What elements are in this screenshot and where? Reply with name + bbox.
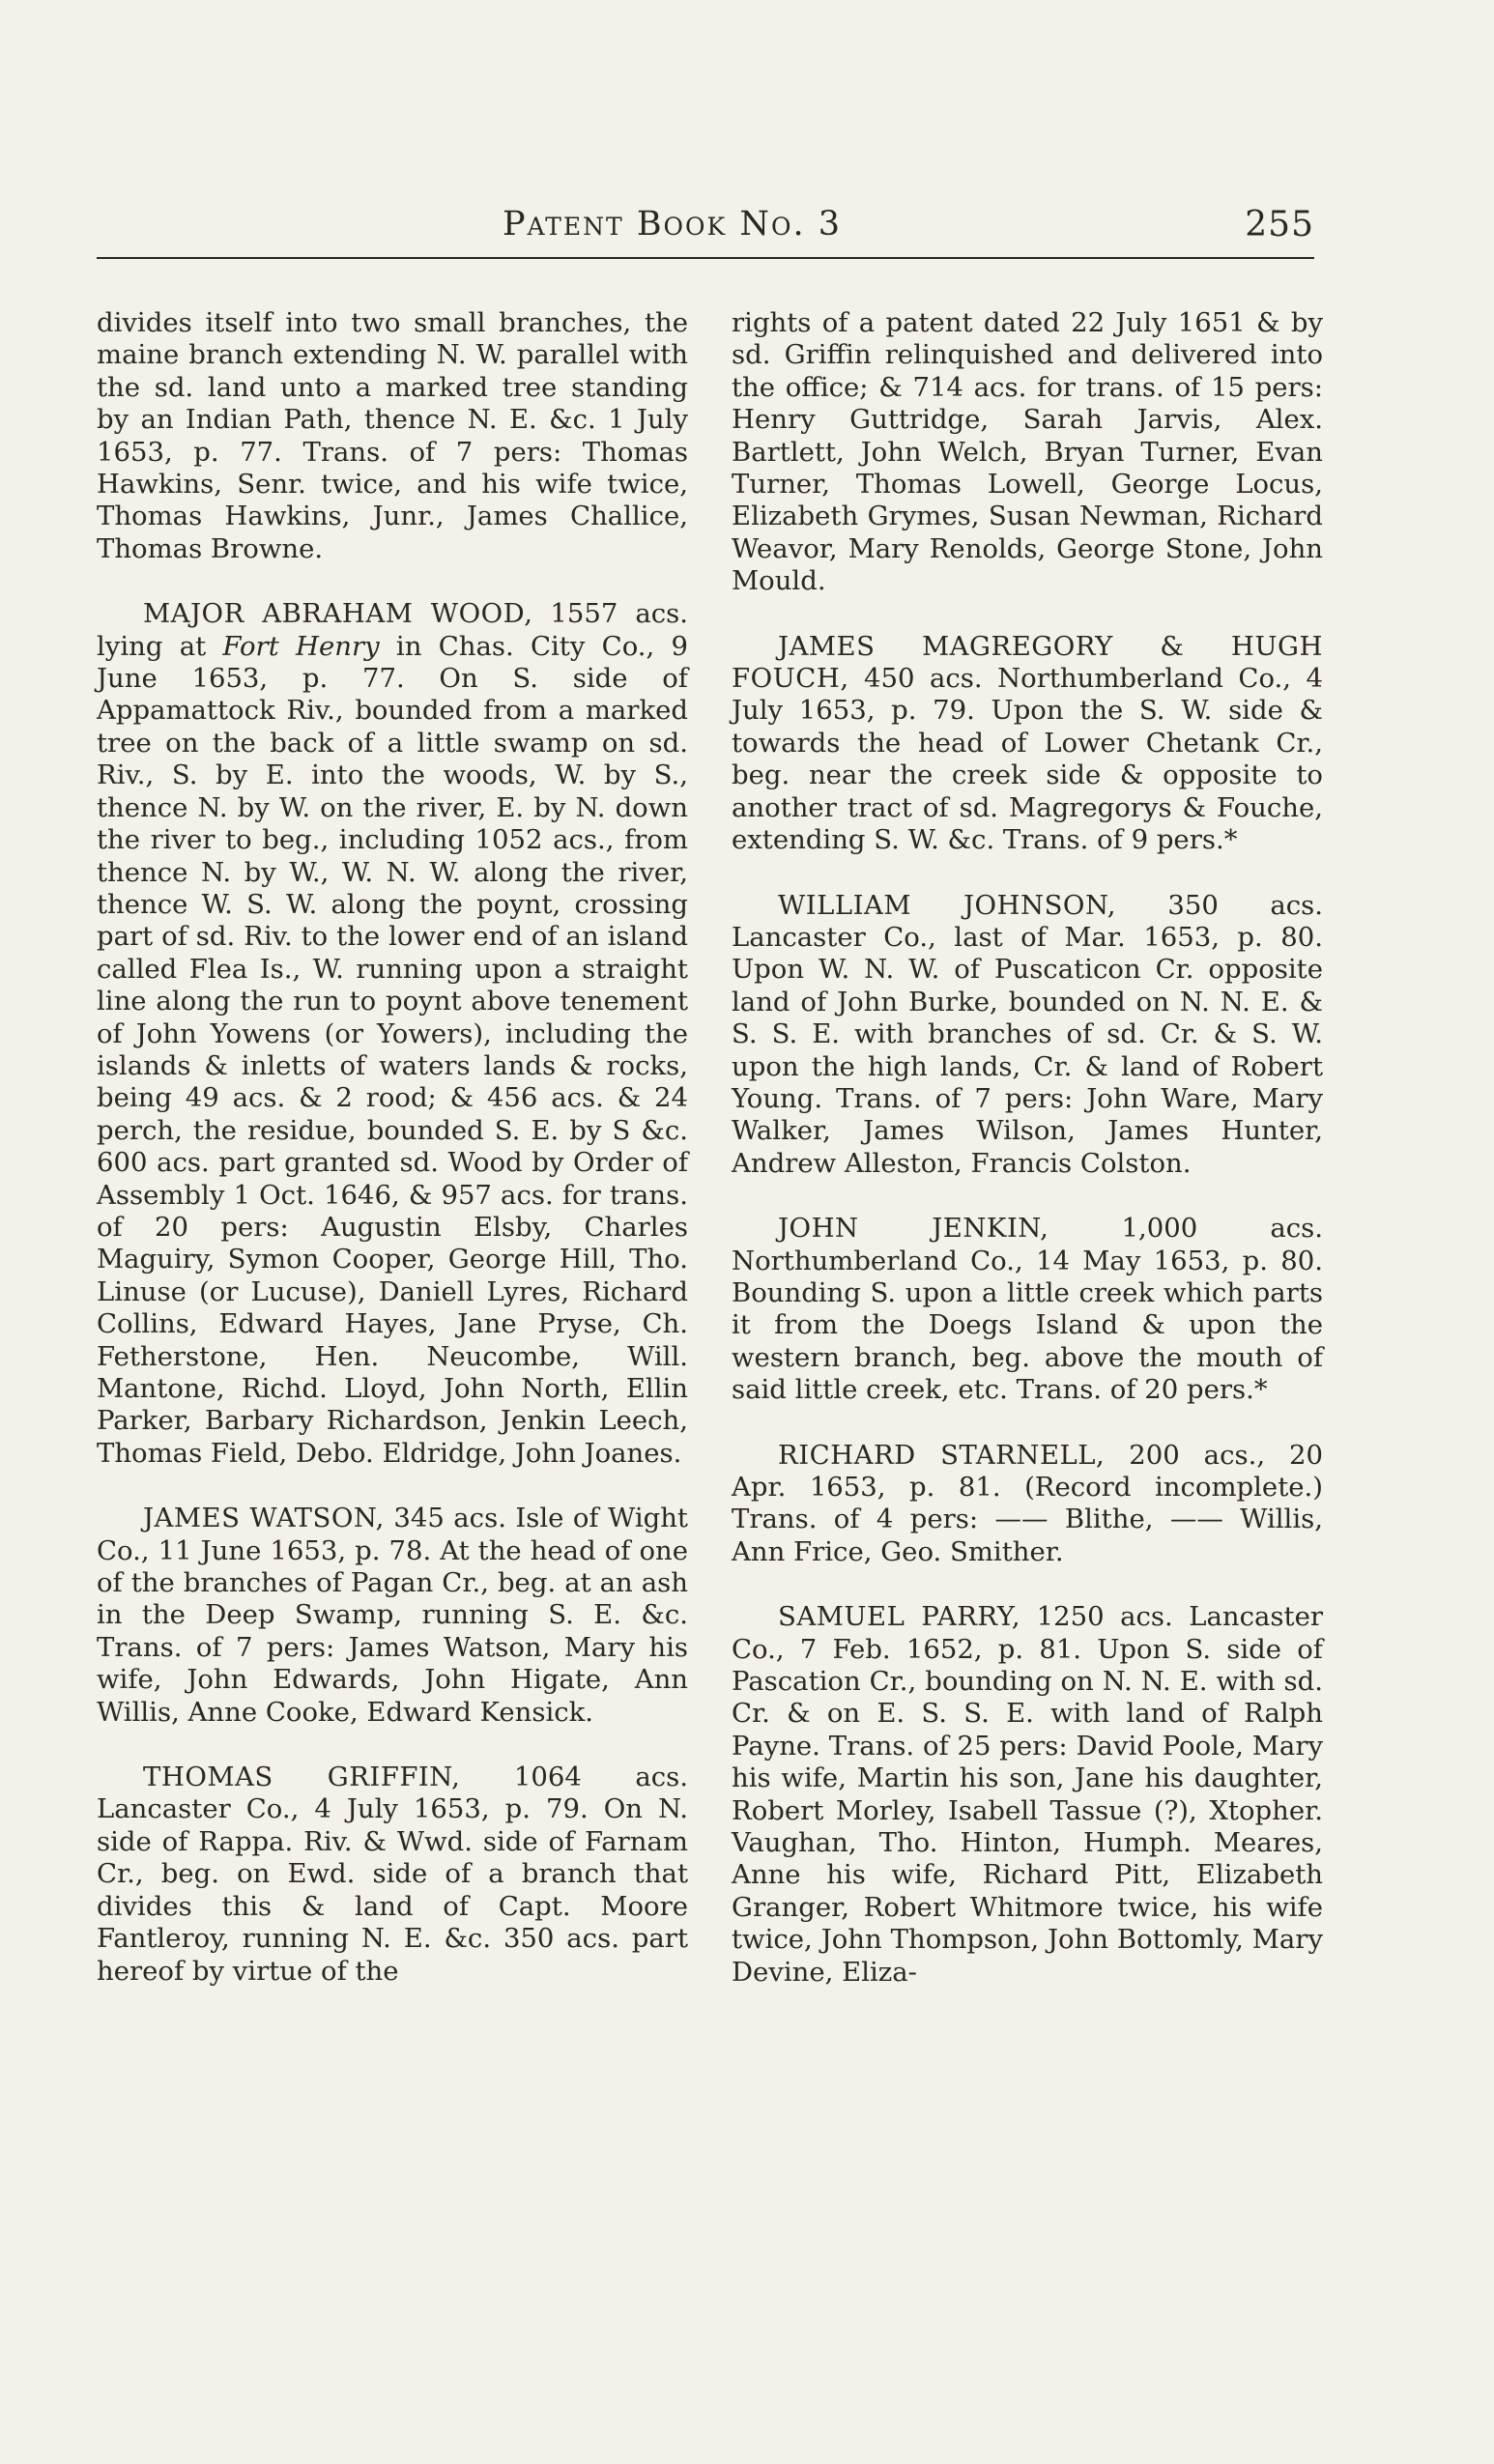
entry-name: THOMAS GRIFFIN, (143, 1762, 461, 1793)
entry-text: 200 acs., 20 Apr. 1653, p. 81. (Record incomplete.) Trans. of 4 pers: —— Blithe, —— Willis, Ann Frice, Geo. Smither. (732, 1439, 1323, 1567)
left-column (97, 307, 688, 2020)
entry-continuation (97, 307, 688, 565)
entry-samuel-parry (732, 1601, 1323, 1989)
entry-text: 450 acs. Northumberland Co., 4 July 1653, p. 79. Upon the S. W. side & towards the head of Lower Chetank Cr., beg. near the creek side & opposite to another tract of sd. Magregorys & Fouche, extending S. W. &c. Trans. of 9 pers.* (732, 663, 1323, 856)
header-rule (97, 257, 1314, 259)
entry-name: SAMUEL PARRY, (778, 1601, 1021, 1633)
entry-text: in Chas. City Co., 9 June 1653, p. 77. On S. side of Appamattock Riv., bounded from a marked tree on the back of a little swamp on sd. Riv., S. by E. into the woods, W. by S., thence N. by W. on the river, E. by N. down the river to beg., including 1052 acs., from thence N. by W., W. N. W. along the river, thence W. S. W. along the poynt, crossing part of sd. Riv. to the lower end of an island called Flea Is., W. running upon a straight line along the run to poynt above tenement of John Yowens (or Yowers), including the islands & inletts of waters lands & rocks, being 49 acs. & 2 rood; & 456 acs. & 24 perch, the residue, bounded S. E. by S &c. 600 acs. part granted sd. Wood by Order of Assembly 1 Oct. 1646, & 957 acs. for trans. of 20 pers: Augustin Elsby, Charles Maguiry, Symon Cooper, George Hill, Tho. Linuse (or Lucuse), Daniell Lyres, Richard Collins, Edward Hayes, Jane Pryse, Ch. Fetherstone, Hen. Neucombe, Will. Mantone, Richd. Lloyd, John North, Ellin Parker, Barbary Richardson, Jenkin Leech, Thomas Field, Debo. Eldridge, John Joanes. (97, 630, 689, 1469)
entry-john-jenkin (732, 1213, 1323, 1406)
right-column (732, 307, 1323, 2021)
entry-abraham-wood (97, 598, 688, 1470)
entry-james-watson (97, 1503, 688, 1729)
entry-name: JOHN JENKIN, (778, 1213, 1049, 1245)
entry-name: MAJOR ABRAHAM WOOD, (143, 598, 533, 630)
entry-text: 350 acs. Lancaster Co., last of Mar. 1653, p. 80. Upon W. N. W. of Puscaticon Cr. opposite land of John Burke, bounded on N. N. E. & S. S. E. with branches of sd. Cr. & S. W. upon the high lands, Cr. & land of Robert Young. Trans. of 7 pers: John Ware, Mary Walker, James Wilson, James Hunter, Andrew Alleston, Francis Colston. (732, 889, 1323, 1179)
entry-text: 1,000 acs. Northumberland Co., 14 May 1653, p. 80. Bounding S. upon a little creek which parts it from the Doegs Island & upon the western branch, beg. above the mouth of said little creek, etc. Trans. of 20 pers.* (732, 1213, 1323, 1406)
entry-name: RICHARD STARNELL, (778, 1439, 1106, 1471)
entry-text: divides itself into two small branches, the maine branch extending N. W. parallel with the sd. land unto a marked tree standing by an Indian Path, thence N. E. &c. 1 July 1653, p. 77. Trans. of 7 pers: Thomas Hawkins, Senr. twice, and his wife twice, Thomas Hawkins, Junr., James Challice, Thomas Browne. (97, 307, 688, 564)
entry-richard-starnell (732, 1440, 1323, 1569)
entry-name: WILLIAM JOHNSON, (778, 889, 1116, 921)
entry-text: 1557 acs. lying at (97, 598, 689, 662)
entry-magregory-fouch (732, 631, 1323, 857)
entry-text: 1064 acs. Lancaster Co., 4 July 1653, p. 79. On N. side of Rappa. Riv. & Wwd. side of Farnam Cr., beg. on Ewd. side of a branch that divides this & land of Capt. Moore Fantleroy, running N. E. &c. 350 acs. part hereof by virtue of the (97, 1762, 688, 1987)
entry-thomas-griffin (97, 1762, 688, 1988)
entry-william-johnson (732, 890, 1323, 1181)
running-title: Patent Book No. 3 (503, 205, 842, 244)
entry-name: JAMES MAGREGORY & HUGH FOUCH, (732, 630, 1323, 695)
entry-place-italic: Fort Henry (222, 630, 380, 662)
entry-text: 345 acs. Isle of Wight Co., 11 June 1653, p. 78. At the head of one of the branches of Pagan Cr., beg. at an ash in the Deep Swamp, running S. E. &c. Trans. of 7 pers: James Watson, Mary his wife, John Edwards, John Higate, Ann Willis, Anne Cooke, Edward Kensick. (97, 1503, 688, 1728)
entry-name: JAMES WATSON, (143, 1503, 385, 1534)
entry-text: 1250 acs. Lancaster Co., 7 Feb. 1652, p. 81. Upon S. side of Pascation Cr., bounding on N. N. E. with sd. Cr. & on E. S. S. E. with land of Ralph Payne. Trans. of 25 pers: David Poole, Mary his wife, Martin his son, Jane his daughter, Robert Morley, Isabell Tassue (?), Xtopher. Vaughan, Tho. Hinton, Humph. Meares, Anne his wife, Richard Pitt, Elizabeth Granger, Robert Whitmore twice, his wife twice, John Thompson, John Bottomly, Mary Devine, Eliza- (732, 1601, 1323, 1988)
entry-continuation (732, 307, 1323, 598)
page-header (97, 205, 1314, 255)
page-number: 255 (1245, 205, 1314, 244)
entry-text: rights of a patent dated 22 July 1651 & by sd. Griffin relinquished and delivered into the office; & 714 acs. for trans. of 15 pers: Henry Guttridge, Sarah Jarvis, Alex. Bartlett, John Welch, Bryan Turner, Evan Turner, Thomas Lowell, George Locus, Elizabeth Grymes, Susan Newman, Richard Weavor, Mary Renolds, George Stone, John Mould. (732, 307, 1323, 597)
